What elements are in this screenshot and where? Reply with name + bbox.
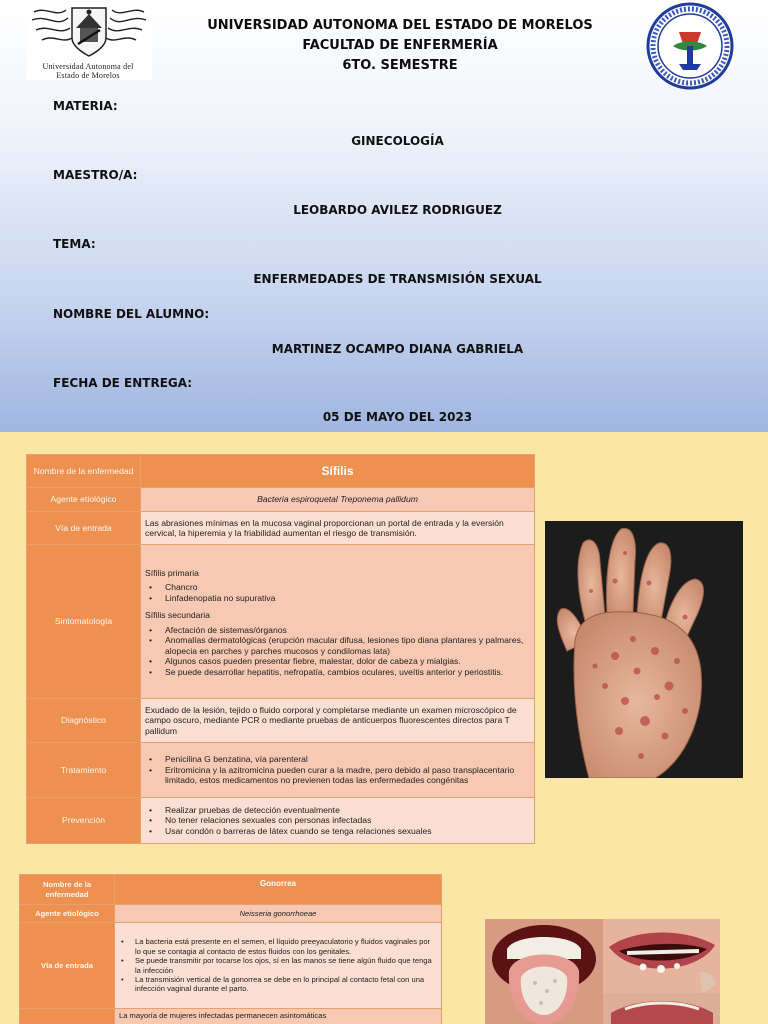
tratamiento-list (145, 754, 530, 786)
table-row (27, 798, 535, 844)
via-value: Las abrasiones mínimas en la mucosa vaginal proporcionan un portal de entrada y la eversión cervical, la hiperemia y la friabilidad aumentan el riesgo de transmisión. (141, 512, 535, 545)
agente-value: Neisseria gonorrhoeae (115, 905, 442, 923)
table-row (20, 1009, 442, 1024)
alumno-value: MARTINEZ OCAMPO DIANA GABRIELA (271, 342, 524, 356)
disease-name-label: Nombre de la enfermedad (20, 875, 115, 905)
table-row (27, 512, 535, 545)
agente-label: Agente etiológico (27, 488, 141, 512)
secundaria-title: Sífilis secundaria (145, 610, 210, 621)
table-row (27, 699, 535, 743)
prevencion-value (141, 798, 535, 844)
university-title: UNIVERSIDAD AUTONOMA DEL ESTADO DE MORELOS (207, 18, 593, 33)
list-item: • Se puede transmitir por tocarse los ojos, sí en las manos se tiene algún fluido que tenga la infección (119, 956, 437, 975)
via-list (119, 937, 437, 993)
gonorrea-table (19, 874, 442, 1024)
table-row (20, 923, 442, 1009)
primaria-title: Sífilis primaria (145, 567, 199, 578)
list-item: • Usar condón o barreras de látex cuando se tenga relaciones sexuales (145, 826, 530, 837)
list-item: • Realizar pruebas de detección eventualmente (145, 805, 530, 816)
maestro-label: MAESTRO/A: (53, 168, 138, 182)
mouth-lesion-illustration (603, 993, 720, 1024)
via-value (115, 923, 442, 1009)
faculty-title: FACULTAD DE ENFERMERÍA (302, 38, 498, 53)
diagnostico-label: Diagnóstico (27, 699, 141, 743)
table-row (27, 455, 535, 488)
disease-name: Gonorrea (115, 875, 442, 905)
via-label: Vía de entrada (27, 512, 141, 545)
agente-label: Agente etiológico (20, 905, 115, 923)
list-item: • La bacteria está presente en el semen, el líquido preeyaculatorio y fluidos vaginales por lo que se contagia al contacto de estos fluidos con los genitales. (119, 937, 437, 956)
fecha-value: 05 DE MAYO DEL 2023 (322, 410, 473, 424)
sintomatologia-label: Sintomatología (27, 545, 141, 699)
disease-name-label: Nombre de la enfermedad (27, 455, 141, 488)
nursing-faculty-seal (645, 2, 735, 90)
list-item: • Algunos casos pueden presentar fiebre, malestar, dolor de cabeza y mialgias. (145, 656, 530, 667)
diagnostico-value: Exudado de la lesión, tejido o fluido corporal y completarse mediante un examen microscópico de campo oscuro, mediante PCR o mediante pruebas de anticuerpos fluorescentes directos para T pallidum (141, 699, 535, 743)
tratamiento-value (141, 743, 535, 798)
logo-caption-line1: Universidad Autonoma del (42, 62, 134, 71)
alumno-label: NOMBRE DEL ALUMNO: (53, 307, 210, 321)
maestro-value: LEOBARDO AVILEZ RODRIGUEZ (293, 203, 502, 217)
tema-value: ENFERMEDADES DE TRANSMISIÓN SEXUAL (253, 272, 542, 286)
list-item: • Linfadenopatia no supurativa (145, 593, 530, 604)
list-item: • No tener relaciones sexuales con personas infectadas (145, 815, 530, 826)
list-item: • La transmisión vertical de la gonorrea se debe en lo principal al contacto fetal con una infección vaginal durante el parto. (119, 975, 437, 994)
secundaria-list (145, 625, 530, 678)
agente-value: Bacteria espiroquetal Treponema pallidum (141, 488, 535, 512)
list-item: • Anomalías dermatológicas (erupción macular difusa, lesiones tipo diana plantares y palmares, alopecia en parches y parches mucosos y condilomas lata) (145, 635, 530, 656)
table-row (27, 545, 535, 699)
logo-caption-line2: Estado de Morelos (56, 71, 120, 80)
list-item: • Se puede desarrollar hepatitis, nefropatía, cambios oculares, uveítis anterior y periostitis. (145, 667, 530, 678)
list-item: • Chancro (145, 582, 530, 593)
tratamiento-label: Tratamiento (27, 743, 141, 798)
university-logo-caption (22, 62, 154, 80)
list-item: • Eritromicina y la azitromicina pueden curar a la madre, pero debido al paso transplacentario limitado, estos medicamentos no previenen todas las enfermedades congénitas (145, 765, 530, 786)
via-label: Vía de entrada (20, 923, 115, 1009)
disease-name: Sífilis (141, 455, 535, 488)
mouth-lesion-photo (603, 993, 720, 1024)
list-item: • Afectación de sistemas/órganos (145, 625, 530, 636)
prevencion-list (145, 805, 530, 837)
semester-title: 6TO. SEMESTRE (342, 58, 458, 73)
table-row (27, 488, 535, 512)
sifilis-table (26, 454, 535, 844)
materia-value: GINECOLOGÍA (351, 134, 444, 148)
sintomatologia-label (20, 1009, 115, 1024)
table-row (20, 905, 442, 923)
tongue-photo (485, 919, 603, 1024)
list-item: • Penicilina G benzatina, vía parenteral (145, 754, 530, 765)
sintomatologia-value (141, 545, 535, 699)
tongue-illustration (485, 919, 603, 1024)
prevencion-label: Prevención (27, 798, 141, 844)
tema-label: TEMA: (53, 237, 96, 251)
lip-lesion-photo (603, 919, 720, 993)
hand-rash-illustration (545, 521, 743, 778)
table-row (27, 743, 535, 798)
materia-label: MATERIA: (53, 99, 118, 113)
primaria-list (145, 582, 530, 603)
hand-rash-photo (545, 521, 743, 778)
table-row (20, 875, 442, 905)
fecha-label: FECHA DE ENTREGA: (53, 376, 193, 390)
sintomatologia-value: La mayoría de mujeres infectadas permanecen asintomáticas (115, 1009, 442, 1024)
lip-lesion-illustration (603, 919, 720, 993)
cover-page (0, 0, 768, 432)
